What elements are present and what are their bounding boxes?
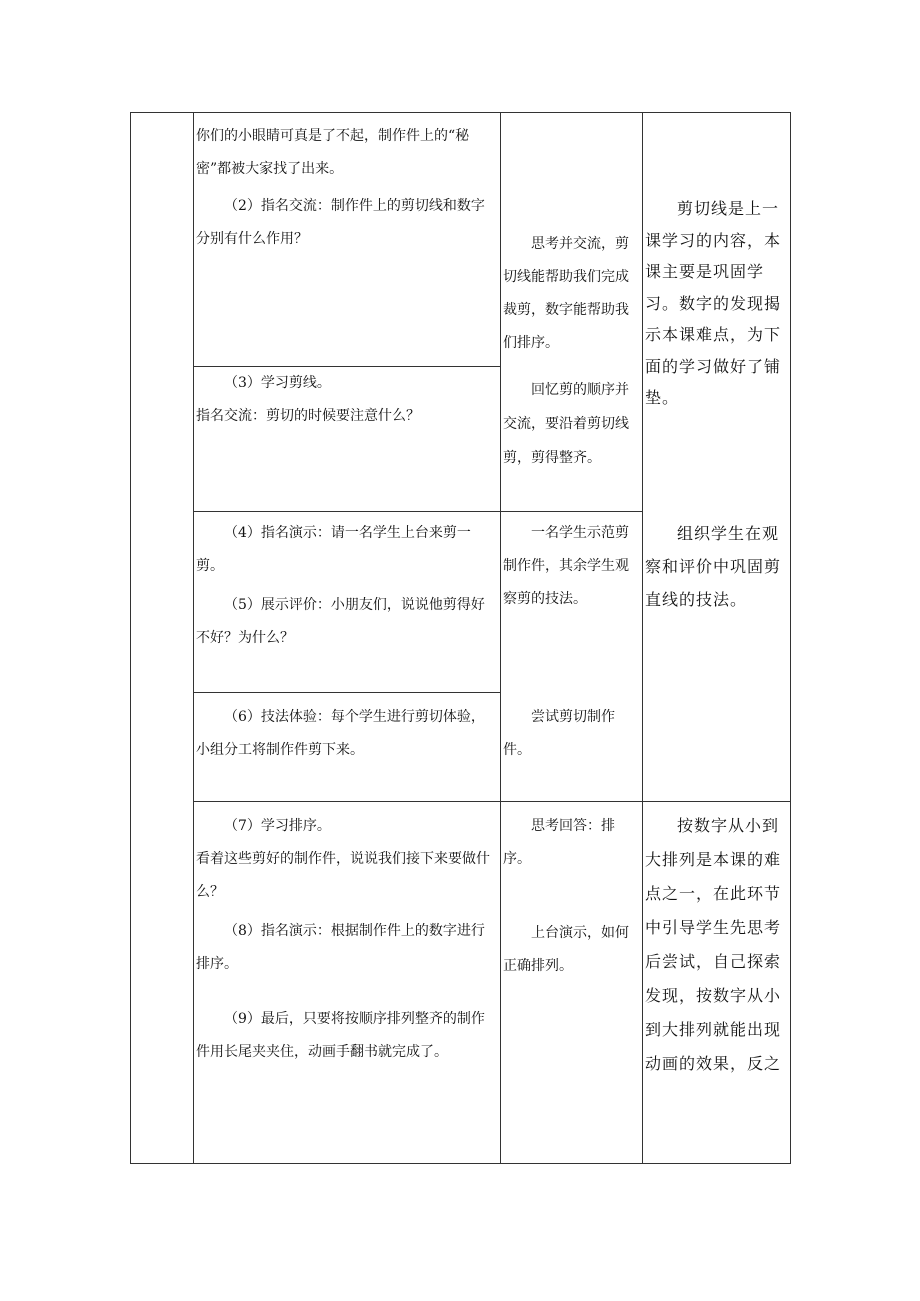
teacher-text: （8）指名演示：根据制作件上的数字进行排序。	[196, 923, 485, 972]
student-text: 尝试剪切制作件。	[503, 709, 615, 758]
table-right-border	[790, 112, 791, 1164]
student-cell-row5	[503, 810, 641, 983]
student-text: 思考并交流，剪切线能帮助我们完成裁剪，数字能帮助我们排序。	[503, 236, 629, 351]
table-top-border	[130, 112, 791, 113]
teacher-cell-row1	[196, 120, 498, 256]
design-note-3	[645, 809, 789, 1081]
column-divider-2	[500, 112, 501, 1164]
teacher-text: （5）展示评价：小朋友们，说说他剪得好不好？为什么？	[196, 597, 485, 646]
column-divider-1	[193, 112, 194, 1164]
note-text: 组织学生在观察和评价中巩固剪直线的技法。	[645, 524, 782, 609]
teacher-text: 看着这些剪好的制作件，说说我们接下来要做什么？	[196, 851, 490, 900]
teacher-text: （3）学习剪线。	[224, 375, 331, 391]
student-cell-row4	[503, 701, 641, 767]
row-divider-2	[193, 511, 642, 512]
teacher-cell-row2	[196, 367, 498, 433]
teacher-text: （7）学习排序。	[224, 818, 331, 834]
column-divider-3	[642, 112, 643, 1164]
teacher-text: （6）技法体验：每个学生进行剪切体验，小组分工将制作件剪下来。	[196, 709, 485, 758]
student-text: 回忆剪的顺序并交流，要沿着剪切线剪，剪得整齐。	[503, 382, 629, 466]
teacher-cell-row5	[196, 810, 498, 1069]
student-text: 思考回答：排序。	[503, 818, 615, 867]
teacher-text: 你们的小眼睛可真是了不起，制作件上的“秘密”都被大家找了出来。	[196, 128, 470, 177]
teacher-text: （9）最后，只要将按顺序排列整齐的制作件用长尾夹夹住，动画手翻书就完成了。	[196, 1011, 485, 1060]
table-bottom-border	[130, 1163, 791, 1164]
teacher-cell-row3	[196, 517, 498, 655]
student-text: 上台演示，如何正确排列。	[503, 925, 629, 974]
student-cell-row3	[503, 517, 641, 616]
table-left-border	[130, 112, 131, 1164]
student-cell-row1	[503, 228, 641, 360]
note-text: 按数字从小到大排列是本课的难点之一，在此环节中引导学生先思考后尝试，自己探索发现，按数字从小到大排列就能出现动画的效果，反之	[645, 816, 782, 1073]
design-note-1	[645, 193, 789, 414]
student-cell-row2	[503, 373, 641, 475]
teacher-text: （2）指名交流：制作件上的剪切线和数字分别有什么作用？	[196, 198, 485, 247]
teacher-cell-row4	[196, 701, 498, 767]
note-text: 剪切线是上一课学习的内容，本课主要是巩固学习。数字的发现揭示本课难点，为下面的学习做好了铺垫。	[645, 199, 782, 407]
design-note-2	[645, 517, 789, 616]
teacher-text: 指名交流：剪切的时候要注意什么？	[196, 408, 420, 424]
teacher-text: （4）指名演示：请一名学生上台来剪一剪。	[196, 525, 471, 574]
row-divider-4	[193, 801, 791, 802]
row-divider-3	[193, 692, 501, 693]
student-text: 一名学生示范剪制作件，其余学生观察剪的技法。	[503, 525, 629, 607]
